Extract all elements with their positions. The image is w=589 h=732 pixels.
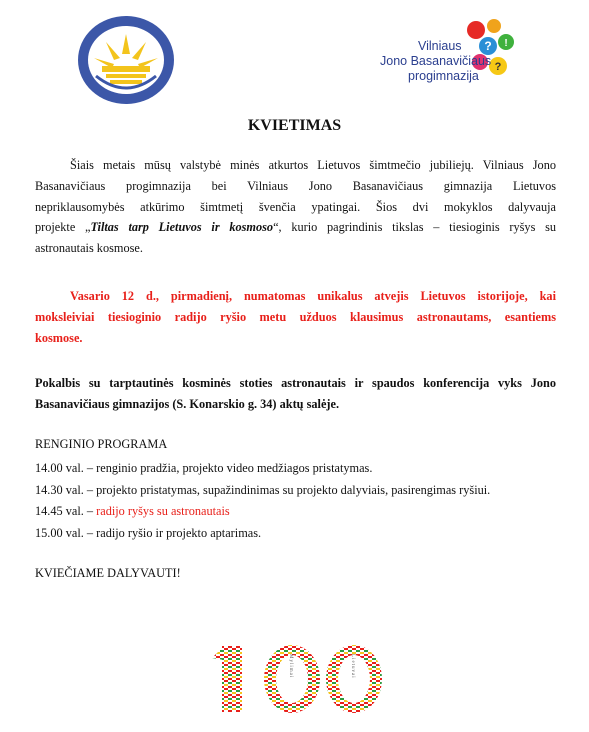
highlight-paragraph [35, 286, 556, 348]
svg-text:!: ! [504, 38, 508, 49]
program-item [35, 458, 490, 480]
intro-line4-pre: projekte „ [35, 220, 91, 235]
program-text: radijo ryšio ir projekto aptarimas. [93, 526, 262, 541]
program-heading: RENGINIO PROGRAMA [35, 437, 168, 451]
emblem-right-text: Lietuvai [350, 654, 355, 679]
program-list [35, 458, 490, 545]
centenary-emblem [208, 640, 388, 716]
program-time: 14.45 val. – [35, 504, 94, 519]
highlight-line: kosmose. [35, 330, 83, 345]
program-time: 15.00 val. – [35, 526, 94, 541]
venue-paragraph [35, 373, 556, 415]
program-item [35, 523, 490, 545]
emblem-left-text: Mylimai [288, 654, 293, 679]
program-item [35, 480, 490, 502]
intro-line4-post: “, kurio pagrindinis tikslas – tiesioginis ryšys su [273, 220, 557, 235]
highlight-line: Vasario 12 d., pirmadienį, numatomas unikalus atvejis Lietuvos istorijoje, kai [70, 289, 556, 303]
logo-text-line3: progimnazija [408, 69, 479, 83]
intro-line: astronautais kosmose. [35, 241, 143, 256]
intro-line: Šiais metais mūsų valstybė minės atkurtos Lietuvos šimtmečio jubiliejų. Vilniaus Jono [70, 158, 556, 172]
intro-line: nepriklausomybės atkūrimo šimtmetį švenčia ypatingai. Šios dvi mokyklos dalyvauja [35, 199, 556, 214]
venue-line: Basanavičiaus gimnazijos (S. Konarskio g. 34) aktų salėje. [35, 396, 340, 411]
highlight-line: moksleiviai tiesioginio radijo ryšio metu užduos klausimus astronautams, esantiems [35, 309, 556, 324]
intro-line [35, 217, 556, 238]
program-text: renginio pradžia, projekto video medžiagos pristatymas. [93, 461, 373, 475]
program-text: projekto pristatymas, supažindinimas su projekto dalyviais, pasirengimas ryšiui. [93, 482, 491, 497]
program-item [35, 501, 490, 523]
page-title: KVIETIMAS [247, 117, 342, 134]
venue-line: Pokalbis su tarptautinės kosminės stoties astronautais ir spaudos konferencija vyks Jono [35, 376, 556, 390]
svg-text:?: ? [494, 61, 502, 73]
project-name: Tiltas tarp Lietuvos ir kosmoso [90, 220, 274, 235]
intro-line: Basanavičiaus progimnazija bei Vilniaus Jono Basanavičiaus gimnazija Lietuvos [35, 178, 556, 193]
progymnasium-logo [380, 16, 524, 94]
program-text: radijo ryšys su astronautais [93, 504, 230, 519]
program-time: 14.00 val. – [35, 461, 94, 475]
school-seal-logo [76, 14, 176, 106]
program-time: 14.30 val. – [35, 482, 94, 497]
logo-text-line2: Jono Basanavičiaus [380, 54, 492, 68]
logo-text-line1: Vilniaus [418, 39, 462, 53]
intro-paragraph [35, 155, 556, 259]
svg-text:?: ? [484, 39, 492, 53]
closing-invitation: KVIEČIAME DALYVAUTI! [35, 566, 181, 580]
